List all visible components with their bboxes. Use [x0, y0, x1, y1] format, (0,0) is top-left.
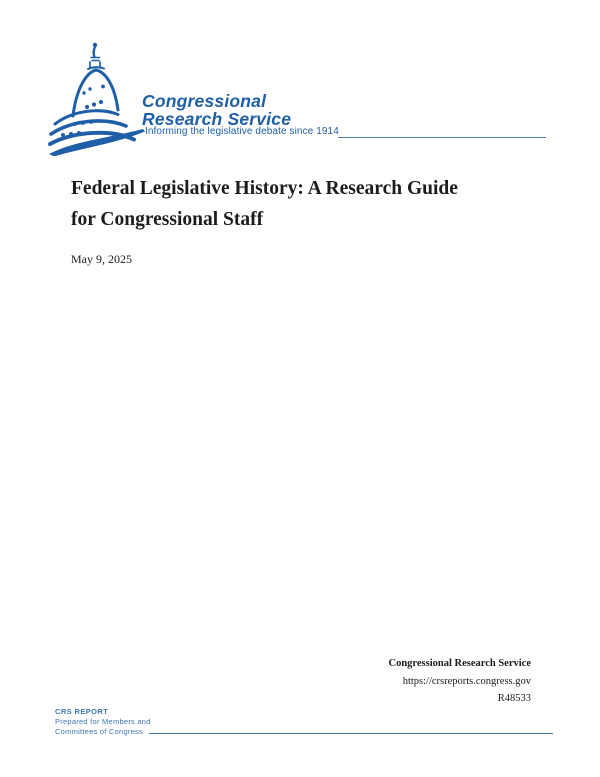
header-rule: [338, 137, 546, 138]
footer-left-line1: Prepared for Members and: [55, 716, 151, 726]
report-number: R48533: [497, 693, 531, 704]
crs-tagline: Informing the legislative debate since 1914: [145, 126, 339, 137]
crs-wordmark-line1: Congressional: [142, 91, 267, 111]
report-title-line2: for Congressional Staff: [71, 208, 264, 230]
crs-wordmark: [142, 93, 291, 128]
crs-wordmark-line2: Research Service: [142, 108, 292, 129]
capitol-dome-icon: [46, 40, 148, 156]
footer-left-line2: Committees of Congress: [55, 726, 144, 736]
report-date: May 9, 2025: [71, 252, 132, 266]
footer-rule: [149, 733, 553, 734]
footer-org-name: Congressional Research Service: [388, 658, 531, 669]
report-title: [71, 174, 571, 235]
report-title-line1: Federal Legislative History: A Research Guide: [71, 178, 458, 199]
footer-right-block: [388, 655, 531, 708]
footer-left-block: [55, 707, 151, 736]
report-url-link[interactable]: https://crsreports.congress.gov: [402, 675, 531, 687]
crs-report-label: CRS REPORT: [55, 707, 109, 716]
